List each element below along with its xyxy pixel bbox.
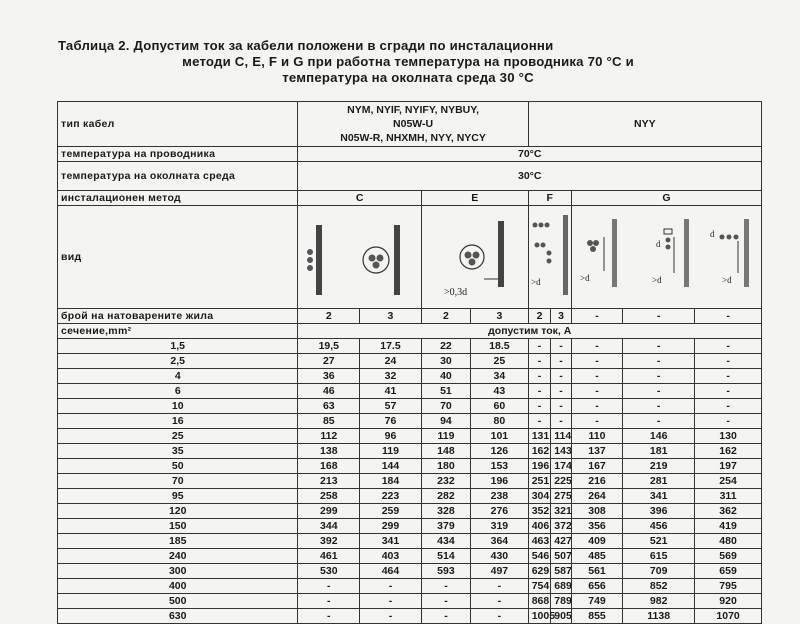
table-row: [58, 609, 762, 624]
table-row: [58, 429, 762, 444]
section-cell: 240: [58, 549, 298, 564]
current-value-cell: 181: [623, 444, 695, 459]
method-g: G: [571, 191, 761, 206]
current-value-cell: -: [623, 369, 695, 384]
current-value-cell: 51: [421, 384, 470, 399]
current-value-cell: 659: [695, 564, 762, 579]
current-value-cell: -: [528, 399, 551, 414]
section-cell: 1,5: [58, 339, 298, 354]
current-value-cell: 130: [695, 429, 762, 444]
current-value-cell: 184: [360, 474, 422, 489]
current-value-cell: 258: [298, 489, 360, 504]
section-cell: 25: [58, 429, 298, 444]
section-cell: 95: [58, 489, 298, 504]
current-value-cell: 112: [298, 429, 360, 444]
section-cell: 300: [58, 564, 298, 579]
section-cell: 500: [58, 594, 298, 609]
current-value-cell: 40: [421, 369, 470, 384]
table-row: [58, 564, 762, 579]
current-value-cell: -: [571, 384, 622, 399]
current-value-cell: -: [623, 354, 695, 369]
current-value-cell: 146: [623, 429, 695, 444]
current-value-cell: -: [623, 399, 695, 414]
title-line-3: температура на околната среда 30 °C: [282, 70, 534, 85]
current-value-cell: 36: [298, 369, 360, 384]
table-row: [58, 474, 762, 489]
current-value-cell: 138: [298, 444, 360, 459]
current-value-cell: 25: [471, 354, 529, 369]
method-label: инсталационен метод: [58, 191, 298, 206]
section-cell: 6: [58, 384, 298, 399]
current-value-cell: 299: [298, 504, 360, 519]
current-value-cell: 868: [528, 594, 551, 609]
current-value-cell: 18.5: [471, 339, 529, 354]
current-value-cell: 43: [471, 384, 529, 399]
current-value-cell: -: [571, 354, 622, 369]
current-value-cell: 32: [360, 369, 422, 384]
current-value-cell: 461: [298, 549, 360, 564]
current-value-cell: 569: [695, 549, 762, 564]
cable-type-label: тип кабел: [58, 102, 298, 147]
fig-g3-note: >d: [721, 275, 732, 285]
current-value-cell: 480: [695, 534, 762, 549]
current-value-cell: 419: [695, 519, 762, 534]
current-value-cell: 456: [623, 519, 695, 534]
current-value-cell: 60: [471, 399, 529, 414]
current-value-cell: -: [695, 384, 762, 399]
current-value-cell: -: [471, 594, 529, 609]
current-value-cell: 167: [571, 459, 622, 474]
table-row: [58, 399, 762, 414]
current-value-cell: 403: [360, 549, 422, 564]
current-value-cell: -: [695, 339, 762, 354]
current-value-cell: 144: [360, 459, 422, 474]
current-value-cell: 587: [551, 564, 572, 579]
current-value-cell: 341: [623, 489, 695, 504]
table-title: [58, 38, 758, 86]
current-value-cell: -: [623, 414, 695, 429]
current-value-cell: 497: [471, 564, 529, 579]
loaded-value: 2: [298, 309, 360, 324]
current-value-cell: 94: [421, 414, 470, 429]
section-header-row: [58, 324, 762, 339]
current-value-cell: 34: [471, 369, 529, 384]
current-value-cell: 299: [360, 519, 422, 534]
table-row: [58, 414, 762, 429]
section-cell: 630: [58, 609, 298, 624]
current-value-cell: 546: [528, 549, 551, 564]
current-value-cell: 17.5: [360, 339, 422, 354]
current-value-cell: 119: [421, 429, 470, 444]
current-value-cell: 232: [421, 474, 470, 489]
section-cell: 70: [58, 474, 298, 489]
table-row: [58, 384, 762, 399]
current-value-cell: 225: [551, 474, 572, 489]
loaded-conductors-row: [58, 309, 762, 324]
current-value-cell: 328: [421, 504, 470, 519]
table-row: [58, 339, 762, 354]
figure-method-g: [571, 206, 761, 309]
current-value-cell: 356: [571, 519, 622, 534]
current-value-cell: 196: [471, 474, 529, 489]
current-value-cell: -: [360, 594, 422, 609]
current-value-cell: 264: [571, 489, 622, 504]
current-value-cell: 254: [695, 474, 762, 489]
current-value-cell: 27: [298, 354, 360, 369]
current-value-cell: 430: [471, 549, 529, 564]
figure-method-f: [528, 206, 571, 309]
current-value-cell: 561: [571, 564, 622, 579]
current-value-cell: 344: [298, 519, 360, 534]
fig-g2-note: >d: [651, 275, 662, 285]
section-cell: 185: [58, 534, 298, 549]
current-value-cell: -: [421, 594, 470, 609]
current-value-cell: 148: [421, 444, 470, 459]
current-value-cell: 276: [471, 504, 529, 519]
current-value-cell: 216: [571, 474, 622, 489]
table-row: [58, 369, 762, 384]
cable-group-1: [298, 102, 528, 147]
method-f-illustration: [529, 207, 571, 307]
method-c: C: [298, 191, 421, 206]
current-value-cell: 80: [471, 414, 529, 429]
current-value-cell: 463: [528, 534, 551, 549]
section-cell: 10: [58, 399, 298, 414]
section-cell: 35: [58, 444, 298, 459]
section-cell: 400: [58, 579, 298, 594]
current-value-cell: 364: [471, 534, 529, 549]
current-value-cell: 754: [528, 579, 551, 594]
loaded-value: 3: [471, 309, 529, 324]
current-value-cell: 96: [360, 429, 422, 444]
current-value-cell: 789: [551, 594, 572, 609]
current-value-cell: 464: [360, 564, 422, 579]
current-value-cell: 46: [298, 384, 360, 399]
current-value-cell: 795: [695, 579, 762, 594]
current-value-cell: 629: [528, 564, 551, 579]
current-value-cell: 168: [298, 459, 360, 474]
current-value-cell: 76: [360, 414, 422, 429]
table-row: [58, 549, 762, 564]
table-row: [58, 444, 762, 459]
current-value-cell: -: [528, 339, 551, 354]
current-value-cell: 110: [571, 429, 622, 444]
current-value-cell: 434: [421, 534, 470, 549]
loaded-value: -: [623, 309, 695, 324]
section-cell: 4: [58, 369, 298, 384]
current-value-cell: 749: [571, 594, 622, 609]
view-label: вид: [58, 206, 298, 309]
method-e-illustration: [422, 207, 526, 307]
current-value-cell: -: [695, 369, 762, 384]
current-value-cell: 162: [528, 444, 551, 459]
current-value-cell: 259: [360, 504, 422, 519]
loaded-value: 3: [360, 309, 422, 324]
current-value-cell: 57: [360, 399, 422, 414]
current-capacity-table: [57, 101, 762, 624]
current-value-cell: -: [551, 354, 572, 369]
current-value-cell: -: [551, 399, 572, 414]
cable-group-1-line-1: NYM, NYIF, NYIFY, NYBUY,: [347, 104, 479, 116]
method-c-illustration: [298, 207, 418, 307]
current-value-cell: 137: [571, 444, 622, 459]
cable-group-1-line-3: N05W-R, NHXMH, NYY, NYCY: [340, 132, 486, 144]
data-rows: [58, 339, 762, 624]
section-cell: 150: [58, 519, 298, 534]
current-value-cell: 341: [360, 534, 422, 549]
current-value-cell: 174: [551, 459, 572, 474]
current-value-cell: -: [623, 384, 695, 399]
current-value-cell: 251: [528, 474, 551, 489]
current-value-cell: 282: [421, 489, 470, 504]
table-row: [58, 504, 762, 519]
section-label: сечение,mm²: [58, 324, 298, 339]
current-value-cell: -: [695, 354, 762, 369]
current-value-cell: 213: [298, 474, 360, 489]
current-value-cell: 1070: [695, 609, 762, 624]
loaded-value: -: [571, 309, 622, 324]
current-value-cell: -: [551, 369, 572, 384]
current-value-cell: -: [298, 594, 360, 609]
cable-group-1-line-2: N05W-U: [393, 118, 434, 130]
loaded-value: 2: [421, 309, 470, 324]
current-value-cell: 281: [623, 474, 695, 489]
allowed-current-label: допустим ток, A: [298, 324, 762, 339]
current-value-cell: -: [471, 579, 529, 594]
fig-g3-d: d: [709, 229, 715, 239]
current-value-cell: -: [551, 384, 572, 399]
method-g-illustration: [572, 207, 757, 307]
current-value-cell: 196: [528, 459, 551, 474]
current-value-cell: -: [421, 579, 470, 594]
current-value-cell: 372: [551, 519, 572, 534]
current-value-cell: 379: [421, 519, 470, 534]
current-value-cell: 982: [623, 594, 695, 609]
current-value-cell: 70: [421, 399, 470, 414]
view-row: [58, 206, 762, 309]
current-value-cell: 238: [471, 489, 529, 504]
fig-e-note: >0,3d: [443, 287, 467, 298]
current-value-cell: 63: [298, 399, 360, 414]
current-value-cell: 275: [551, 489, 572, 504]
current-value-cell: 1005: [528, 609, 551, 624]
title-line-2: методи C, E, F и G при работна температура на проводника 70 °C и: [182, 54, 634, 69]
figure-method-e: [421, 206, 528, 309]
current-value-cell: 131: [528, 429, 551, 444]
current-value-cell: 143: [551, 444, 572, 459]
current-value-cell: -: [528, 414, 551, 429]
current-value-cell: 920: [695, 594, 762, 609]
current-value-cell: 1138: [623, 609, 695, 624]
current-value-cell: 656: [571, 579, 622, 594]
current-value-cell: 19,5: [298, 339, 360, 354]
title-line-1: Таблица 2. Допустим ток за кабели положени в сгради по инсталационни: [58, 38, 554, 53]
current-value-cell: -: [695, 414, 762, 429]
current-value-cell: 180: [421, 459, 470, 474]
ambient-temp-value: 30°C: [298, 162, 762, 191]
current-value-cell: 396: [623, 504, 695, 519]
method-e: E: [421, 191, 528, 206]
conductor-temp-label: температура на проводника: [58, 147, 298, 162]
current-value-cell: -: [421, 609, 470, 624]
section-cell: 50: [58, 459, 298, 474]
current-value-cell: -: [360, 579, 422, 594]
current-value-cell: -: [471, 609, 529, 624]
current-value-cell: 852: [623, 579, 695, 594]
fig-f-note: >d: [530, 277, 541, 287]
current-value-cell: 22: [421, 339, 470, 354]
current-value-cell: 507: [551, 549, 572, 564]
current-value-cell: 485: [571, 549, 622, 564]
current-value-cell: -: [528, 369, 551, 384]
current-value-cell: 689: [551, 579, 572, 594]
current-value-cell: 114: [551, 429, 572, 444]
current-value-cell: -: [571, 414, 622, 429]
current-value-cell: -: [298, 579, 360, 594]
figure-method-c: [298, 206, 421, 309]
table-row: [58, 534, 762, 549]
current-value-cell: -: [360, 609, 422, 624]
current-value-cell: 319: [471, 519, 529, 534]
method-row: [58, 191, 762, 206]
current-value-cell: 223: [360, 489, 422, 504]
current-value-cell: -: [551, 339, 572, 354]
current-value-cell: 427: [551, 534, 572, 549]
current-value-cell: 30: [421, 354, 470, 369]
current-value-cell: 304: [528, 489, 551, 504]
table-row: [58, 594, 762, 609]
current-value-cell: -: [571, 399, 622, 414]
current-value-cell: 311: [695, 489, 762, 504]
table-row: [58, 519, 762, 534]
current-value-cell: 219: [623, 459, 695, 474]
section-cell: 120: [58, 504, 298, 519]
current-value-cell: 126: [471, 444, 529, 459]
section-cell: 16: [58, 414, 298, 429]
current-value-cell: -: [528, 354, 551, 369]
current-value-cell: 85: [298, 414, 360, 429]
table-row: [58, 489, 762, 504]
current-value-cell: 362: [695, 504, 762, 519]
current-value-cell: 593: [421, 564, 470, 579]
current-value-cell: 321: [551, 504, 572, 519]
current-value-cell: 406: [528, 519, 551, 534]
current-value-cell: 162: [695, 444, 762, 459]
current-value-cell: 352: [528, 504, 551, 519]
current-value-cell: 41: [360, 384, 422, 399]
current-value-cell: 855: [571, 609, 622, 624]
table-row: [58, 579, 762, 594]
current-value-cell: -: [571, 339, 622, 354]
current-value-cell: -: [551, 414, 572, 429]
current-value-cell: -: [695, 399, 762, 414]
current-value-cell: 905: [551, 609, 572, 624]
fig-g2-d: d: [655, 239, 661, 249]
table-row: [58, 459, 762, 474]
current-value-cell: 197: [695, 459, 762, 474]
conductor-temp-value: 70°C: [298, 147, 762, 162]
loaded-conductors-label: брой на натоварените жила: [58, 309, 298, 324]
current-value-cell: 24: [360, 354, 422, 369]
cable-group-2: NYY: [528, 102, 761, 147]
ambient-temp-row: [58, 162, 762, 191]
table-row: [58, 354, 762, 369]
loaded-value: 2: [528, 309, 551, 324]
current-value-cell: -: [623, 339, 695, 354]
section-cell: 2,5: [58, 354, 298, 369]
cable-type-row: [58, 102, 762, 147]
current-value-cell: -: [298, 609, 360, 624]
current-value-cell: 514: [421, 549, 470, 564]
conductor-temp-row: [58, 147, 762, 162]
current-value-cell: 615: [623, 549, 695, 564]
current-value-cell: 308: [571, 504, 622, 519]
current-value-cell: 521: [623, 534, 695, 549]
current-value-cell: 709: [623, 564, 695, 579]
method-f: F: [528, 191, 571, 206]
current-value-cell: 530: [298, 564, 360, 579]
loaded-value: 3: [551, 309, 572, 324]
current-value-cell: 153: [471, 459, 529, 474]
current-value-cell: 119: [360, 444, 422, 459]
fig-g1-note: >d: [579, 273, 590, 283]
ambient-temp-label: температура на околната среда: [58, 162, 298, 191]
current-value-cell: 392: [298, 534, 360, 549]
current-value-cell: 409: [571, 534, 622, 549]
current-value-cell: 101: [471, 429, 529, 444]
current-value-cell: -: [528, 384, 551, 399]
current-value-cell: -: [571, 369, 622, 384]
loaded-value: -: [695, 309, 762, 324]
